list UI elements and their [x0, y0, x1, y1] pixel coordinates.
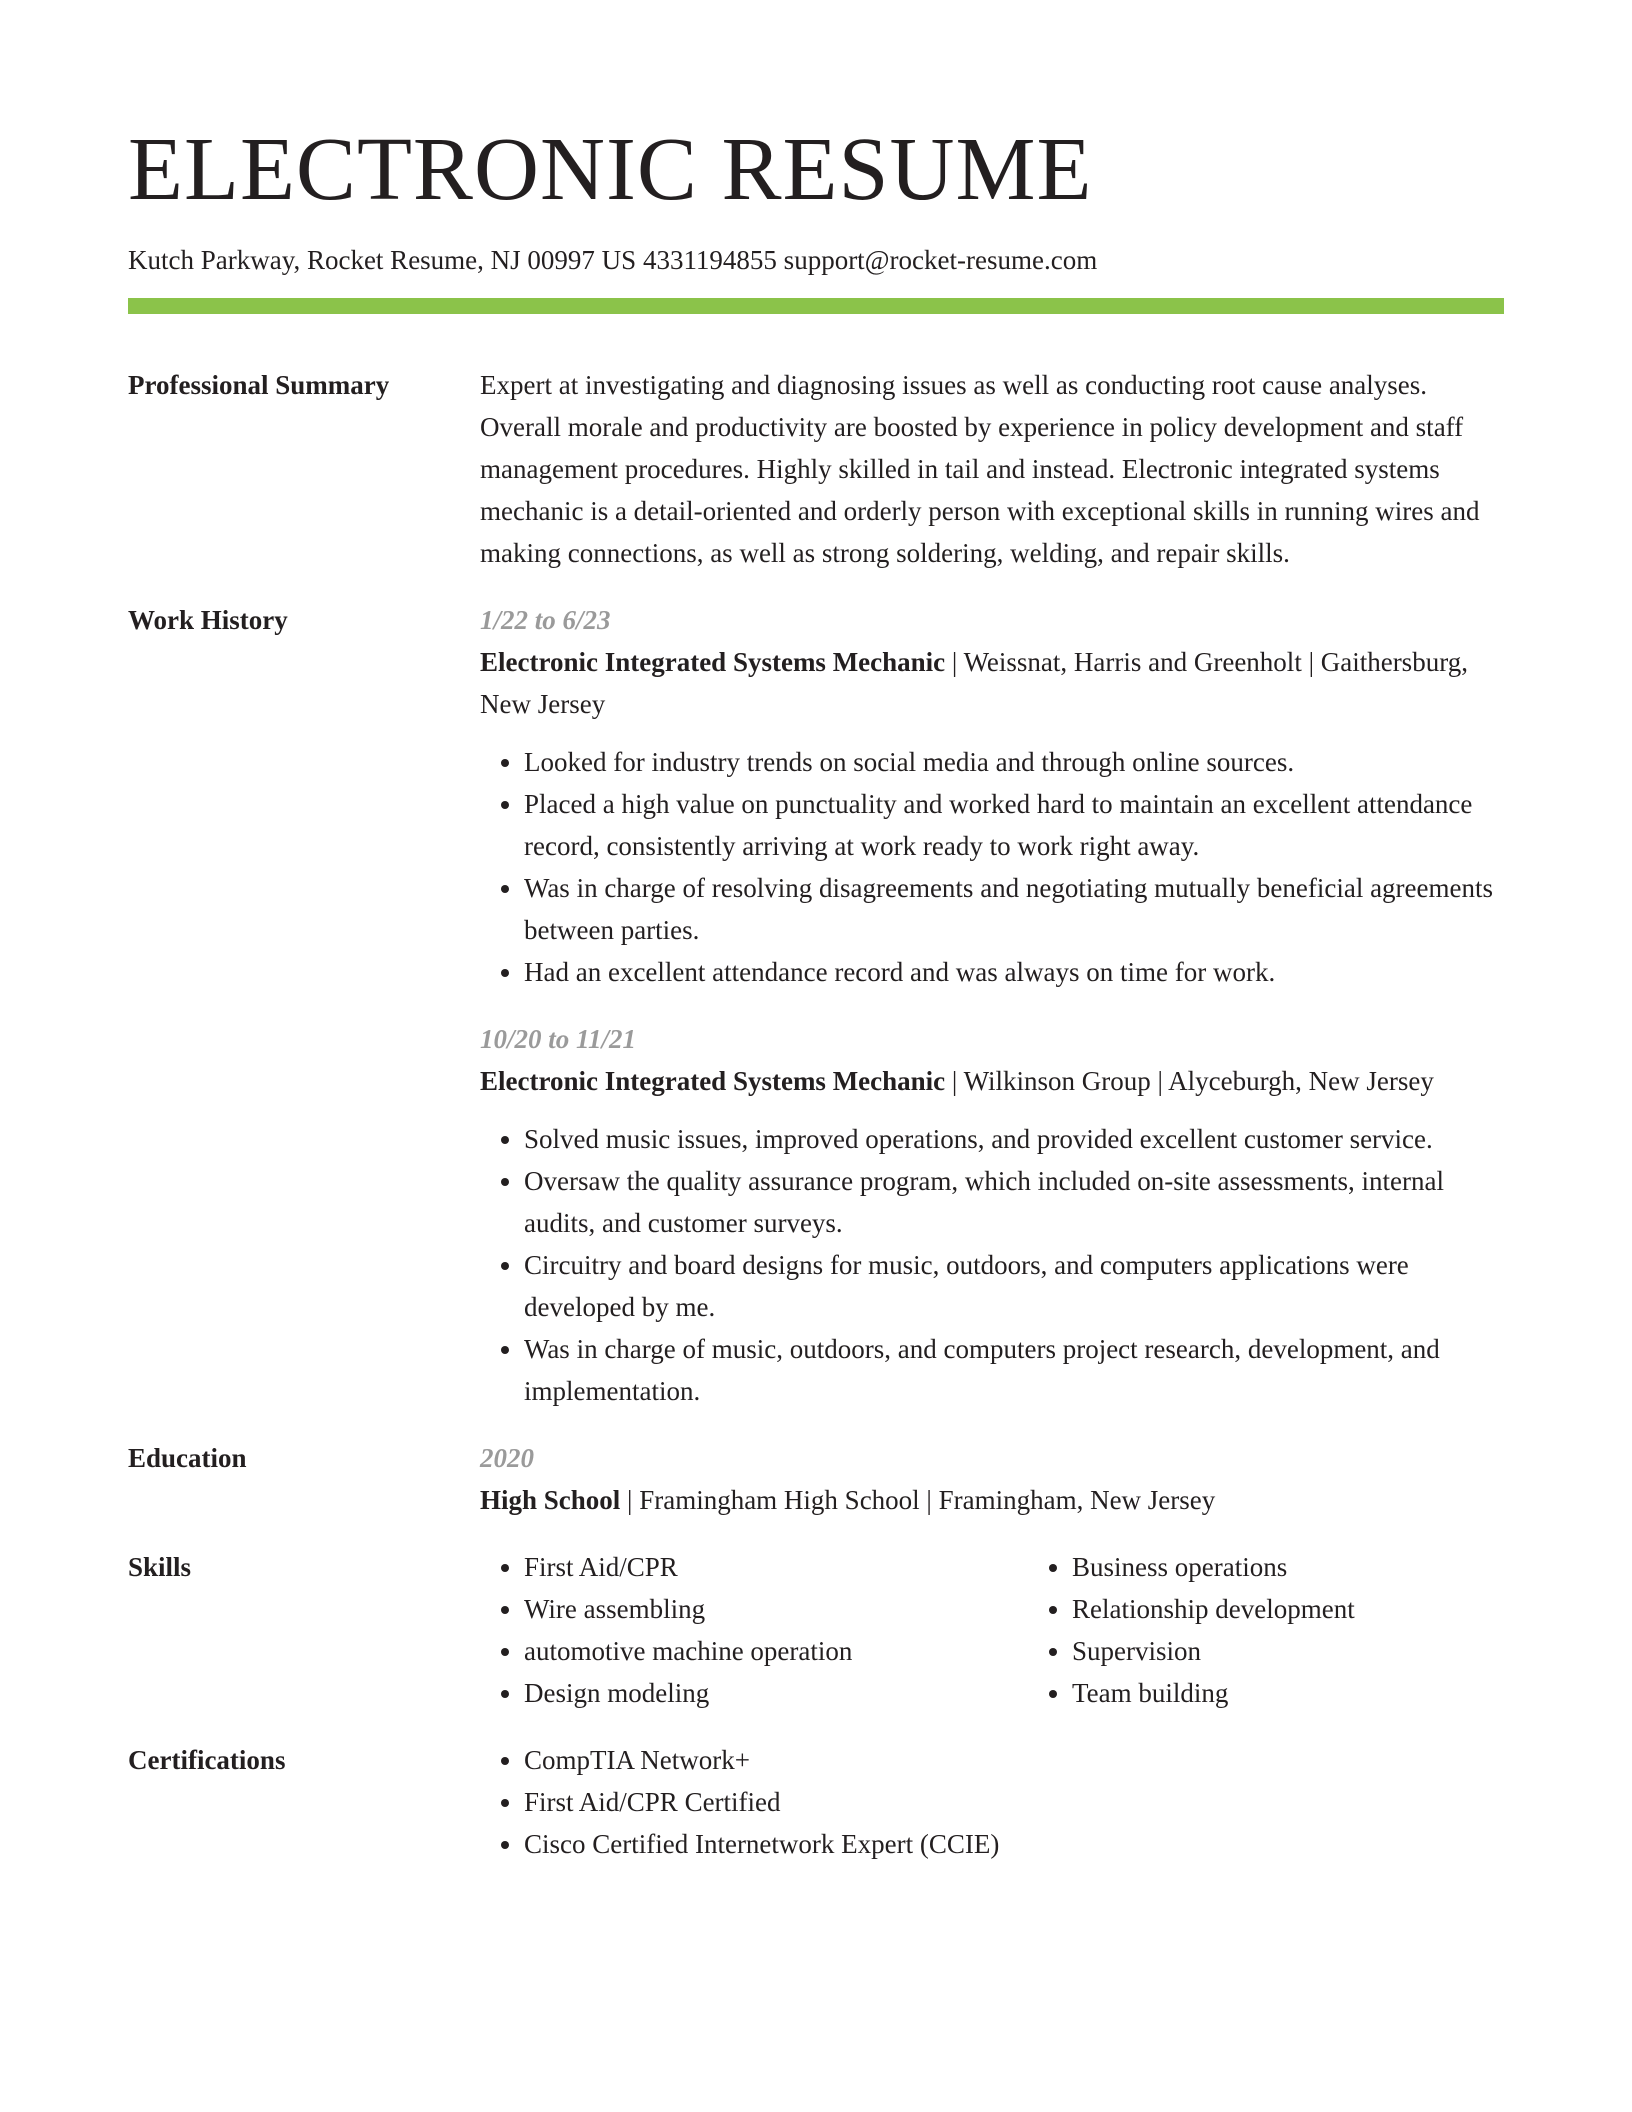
- list-item: • Placed a high value on punctuality and worked hard to maintain an excellent attendance record, consistently arriving at work ready to work right away.: [524, 783, 1504, 867]
- list-item: • Looked for industry trends on social media and through online sources.: [524, 741, 1504, 783]
- job-heading: [480, 641, 1504, 725]
- list-item: • Solved music issues, improved operations, and provided excellent customer service.: [524, 1118, 1504, 1160]
- skills-grid: [480, 1546, 1504, 1714]
- list-item: • Business operations: [1072, 1546, 1355, 1588]
- job-title: Electronic Integrated Systems Mechanic: [480, 1066, 946, 1096]
- education-details: | Framingham High School | Framingham, New Jersey: [620, 1485, 1216, 1515]
- list-item: • Cisco Certified Internetwork Expert (CCIE): [524, 1823, 1504, 1865]
- list-item: • Design modeling: [524, 1672, 1028, 1714]
- job-dates: 1/22 to 6/23: [480, 605, 611, 635]
- list-item: • Team building: [1072, 1672, 1355, 1714]
- job-dates: 10/20 to 11/21: [480, 1024, 637, 1054]
- section-title: Certifications: [128, 1745, 286, 1775]
- education-heading: [480, 1479, 1504, 1521]
- job-heading: [480, 1060, 1504, 1102]
- job-entry: [480, 599, 1504, 993]
- job-bullets: [480, 1118, 1504, 1412]
- job-details: | Weissnat, Harris and Greenholt | Gaithersburg, New Jersey: [480, 647, 1468, 719]
- job-bullets: [480, 741, 1504, 993]
- list-item: • CompTIA Network+: [524, 1739, 1504, 1781]
- education-dates: 2020: [480, 1443, 534, 1473]
- list-item: • automotive machine operation: [524, 1630, 1028, 1672]
- section-education: [128, 1437, 1504, 1521]
- list-item: • First Aid/CPR: [524, 1546, 1028, 1588]
- list-item: • Wire assembling: [524, 1588, 1028, 1630]
- section-title: Work History: [128, 605, 288, 635]
- header-divider: [128, 298, 1504, 314]
- skills-list-left: [480, 1546, 1028, 1714]
- section-skills: [128, 1546, 1504, 1714]
- contact-line: Kutch Parkway, Rocket Resume, NJ 00997 US 4331194855 support@rocket-resume.com: [128, 245, 1098, 275]
- list-item: • Oversaw the quality assurance program, which included on-site assessments, internal audits, and customer surveys.: [524, 1160, 1504, 1244]
- list-item: • Was in charge of resolving disagreements and negotiating mutually beneficial agreements between parties.: [524, 867, 1504, 951]
- section-title: Professional Summary: [128, 370, 390, 400]
- section-certifications: [128, 1739, 1504, 1865]
- list-item: • Circuitry and board designs for music, outdoors, and computers applications were developed by me.: [524, 1244, 1504, 1328]
- resume-name: ELECTRONIC RESUME: [128, 120, 1093, 219]
- certifications-list: [480, 1739, 1504, 1865]
- list-item: • First Aid/CPR Certified: [524, 1781, 1504, 1823]
- list-item: • Was in charge of music, outdoors, and computers project research, development, and implementation.: [524, 1328, 1504, 1412]
- list-item: • Had an excellent attendance record and was always on time for work.: [524, 951, 1504, 993]
- section-work-history: [128, 599, 1504, 1412]
- job-details: | Wilkinson Group | Alyceburgh, New Jersey: [945, 1066, 1434, 1096]
- education-degree: High School: [480, 1485, 621, 1515]
- summary-text: Expert at investigating and diagnosing issues as well as conducting root cause analyses. Overall morale and productivity are boosted by experience in policy development and staff management procedures. Highly skilled in tail and instead. Electronic integrated systems mechanic is a detail-oriented and orderly person with exceptional skills in running wires and making connections, as well as strong soldering, welding, and repair skills.: [480, 370, 1480, 568]
- section-title: Skills: [128, 1552, 192, 1582]
- job-title: Electronic Integrated Systems Mechanic: [480, 647, 946, 677]
- section-title: Education: [128, 1443, 247, 1473]
- list-item: • Relationship development: [1072, 1588, 1355, 1630]
- list-item: • Supervision: [1072, 1630, 1355, 1672]
- skills-list-right: [1028, 1546, 1355, 1714]
- job-entry: [480, 1018, 1504, 1412]
- section-professional-summary: [128, 364, 1504, 574]
